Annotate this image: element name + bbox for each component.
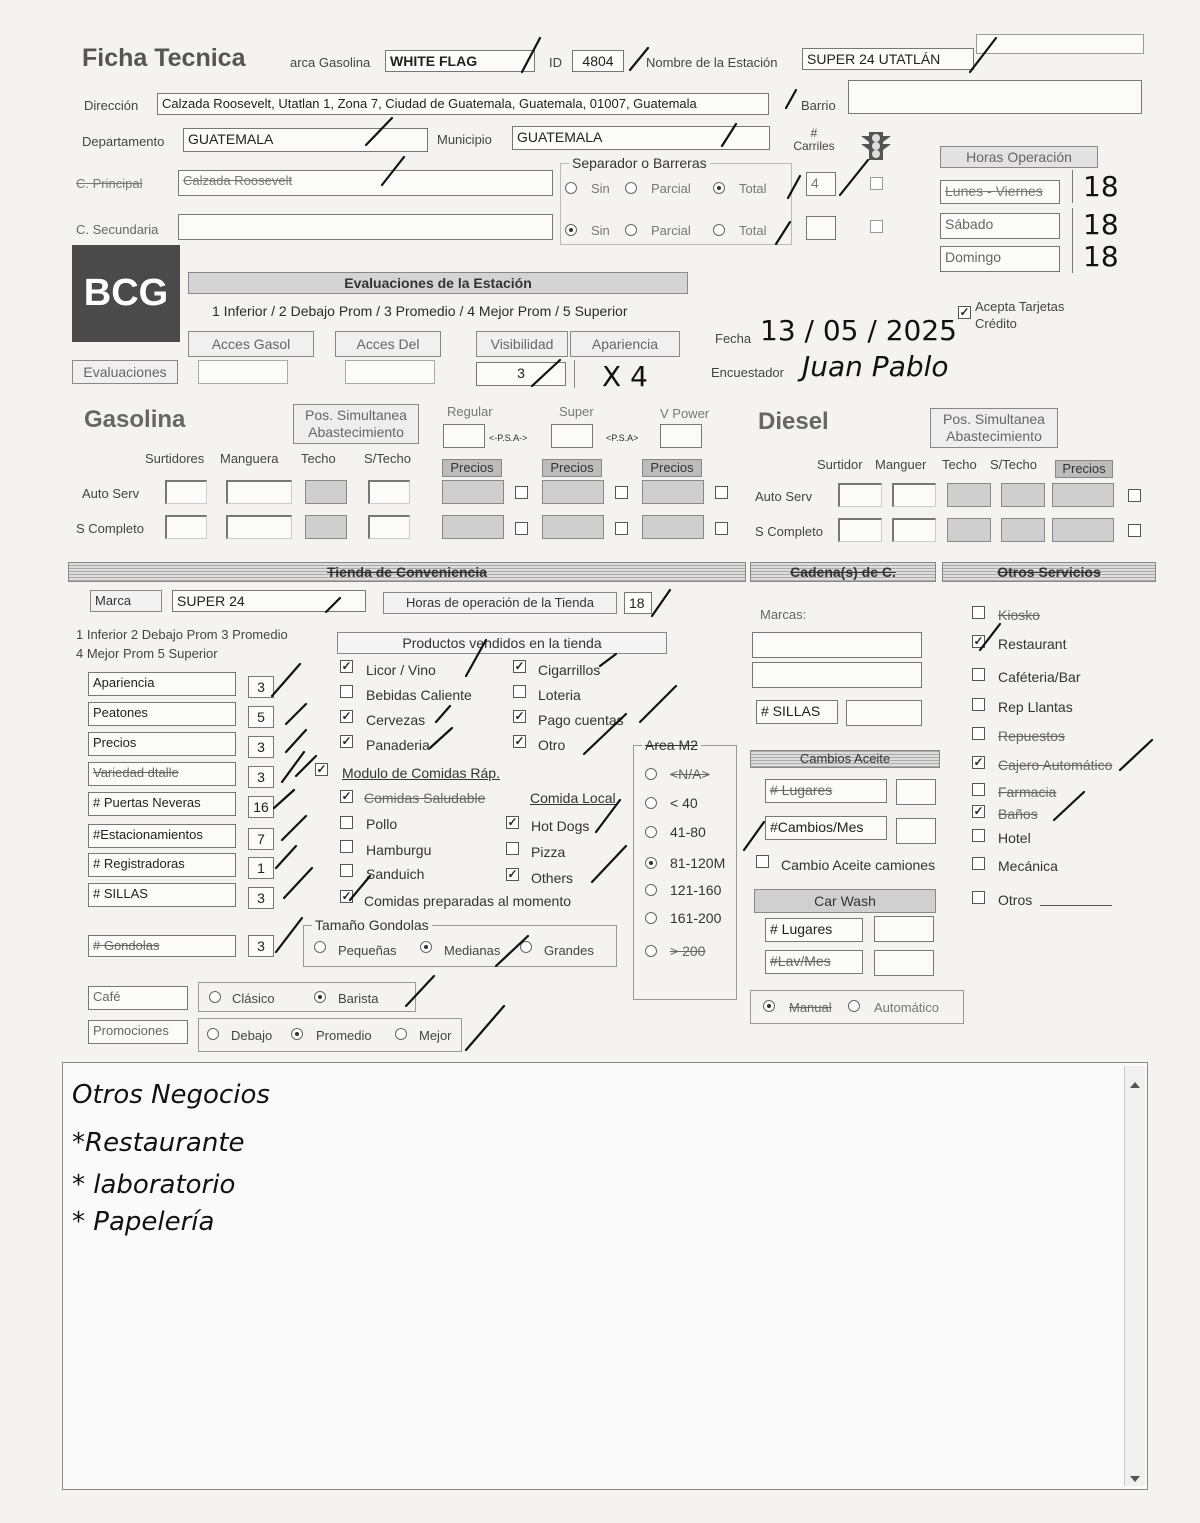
direccion-label: Dirección	[84, 98, 139, 113]
id-label: ID	[549, 55, 562, 70]
servicio-checkbox[interactable]: ✓	[973, 634, 984, 648]
promociones-label: Promociones	[88, 1020, 188, 1044]
tamano-group: Tamaño Gondolas	[303, 925, 617, 967]
sabado-label: Sábado	[940, 213, 1060, 239]
secundaria-parcial-label: Parcial	[651, 223, 691, 238]
tick-gondolas	[276, 918, 302, 952]
diesel-auto-serv-label: Auto Serv	[755, 489, 813, 504]
acepta-tarjetas-checkbox[interactable]: ✓	[959, 305, 970, 319]
horas-title: Horas Operación	[940, 146, 1098, 168]
producto-label: Panaderia	[366, 737, 430, 753]
principal-parcial-label: Parcial	[651, 181, 691, 196]
tick-peatones	[286, 704, 306, 724]
tick-medianas	[496, 936, 528, 966]
precios-super-header: Precios	[542, 459, 602, 477]
tick-banos	[1054, 792, 1084, 820]
rating-value[interactable]: 5	[248, 706, 274, 728]
grandes-label: Grandes	[544, 943, 594, 958]
visibilidad-field[interactable]: 3	[476, 362, 566, 386]
col-techo: Techo	[301, 451, 336, 466]
id-field[interactable]: 4804	[572, 50, 624, 72]
lunes-hours-value[interactable]: 18	[1072, 170, 1119, 203]
area-label: < 40	[670, 795, 698, 811]
manual-label: Manual	[789, 1000, 832, 1015]
barrio-label: Barrio	[801, 98, 836, 113]
hot-dogs-label: Hot Dogs	[531, 818, 590, 834]
producto-label: Bebidas Caliente	[366, 687, 472, 703]
servicio-label: Caféteria/Bar	[998, 669, 1081, 685]
tick-cigarrillos	[600, 654, 616, 666]
tick-visibilidad	[532, 360, 560, 386]
servicio-label: Baños	[998, 806, 1038, 822]
promedio-label: Promedio	[316, 1028, 372, 1043]
servicio-label: Repuestos	[998, 728, 1065, 744]
acces-gasol-header: Acces Gasol	[188, 331, 314, 357]
area-label: 41-80	[670, 824, 706, 840]
psa-arrow-1: <-P.S.A->	[489, 433, 528, 443]
diesel-precios-header: Precios	[1055, 460, 1113, 478]
rating-value[interactable]: 3	[248, 887, 274, 909]
nombre-label: Nombre de la Estación	[646, 55, 778, 70]
tick-otro	[584, 714, 626, 754]
tick-restaurant	[980, 624, 1000, 650]
tick-productos	[466, 640, 486, 676]
rating-label: Apariencia	[88, 672, 236, 696]
tienda-marca-label: Marca	[90, 590, 162, 612]
carriles-label: # Carriles	[793, 126, 835, 153]
rating-value[interactable]: 7	[248, 828, 274, 850]
producto-checkbox[interactable]: ✓	[341, 709, 352, 723]
debajo-label: Debajo	[231, 1028, 273, 1043]
acces-del-header: Acces Del	[335, 331, 441, 357]
tick-promociones	[466, 1006, 504, 1050]
evaluaciones-title: Evaluaciones de la Estación	[188, 272, 688, 294]
barista-label: Barista	[338, 991, 379, 1006]
servicio-label: Kiosko	[998, 607, 1041, 623]
rating-value[interactable]: 3	[248, 736, 274, 758]
tick-puertas	[274, 790, 294, 808]
bcg-logo: BCG	[72, 245, 180, 342]
producto-checkbox[interactable]: ✓	[341, 659, 352, 673]
regular-label: Regular	[447, 404, 493, 419]
tick-panaderia	[430, 728, 452, 748]
separador-group: Separador o Barreras	[560, 163, 792, 245]
producto-checkbox[interactable]: ✓	[341, 734, 352, 748]
tick-separador-2	[776, 222, 790, 244]
gasolina-auto-serv-label: Auto Serv	[82, 486, 140, 501]
tick-barista	[406, 976, 434, 1006]
rating-label: #Estacionamientos	[88, 824, 236, 848]
rating-value[interactable]: 1	[248, 857, 274, 879]
tick-apariencia	[272, 664, 300, 696]
diesel-col-techo: Techo	[942, 457, 977, 472]
visibilidad-header: Visibilidad	[476, 331, 568, 357]
rating-value[interactable]: 3	[248, 766, 274, 788]
tienda-marca-field[interactable]: SUPER 24	[172, 590, 366, 612]
diesel-s-completo-label: S Completo	[755, 524, 823, 539]
note-line[interactable]: Otros Negocios	[72, 1080, 270, 1110]
gondolas-value[interactable]: 3	[248, 935, 274, 957]
evaluaciones-scale: 1 Inferior / 2 Debajo Prom / 3 Promedio / 4 Mejor Prom / 5 Superior	[212, 303, 628, 319]
tienda-title: Tienda de Conveniencia	[68, 562, 746, 582]
tick-sillas	[284, 868, 312, 898]
area-group: Area M2	[633, 745, 737, 1000]
page-title: Ficha Tecnica	[82, 44, 246, 72]
tick-pago	[640, 686, 676, 722]
secundaria-sin-label: Sin	[591, 223, 610, 238]
tienda-scale-2: 4 Mejor Prom 5 Superior	[76, 646, 218, 661]
tick-cervezas	[436, 706, 450, 722]
gasolina-s-completo-label: S Completo	[76, 521, 144, 536]
nombre-field[interactable]: SUPER 24 UTATLÁN	[802, 48, 974, 70]
area-label: 161-200	[670, 910, 722, 926]
cambios-aceite-title: Cambios Aceite	[750, 750, 940, 768]
servicio-label: Rep Llantas	[998, 699, 1073, 715]
productos-title: Productos vendidos en la tienda	[337, 632, 667, 654]
camiones-label: Cambio Aceite camiones	[781, 857, 936, 873]
others-checkbox[interactable]: ✓	[507, 867, 518, 881]
servicio-label: Cajero Automático	[998, 757, 1113, 773]
producto-label: Pago cuentas	[538, 712, 624, 728]
carriles-principal-field[interactable]: 4	[806, 172, 836, 196]
fecha-label: Fecha	[715, 331, 752, 346]
rating-label: Peatones	[88, 702, 236, 726]
producto-label: Cigarrillos	[538, 662, 601, 678]
comidas-saludable-checkbox[interactable]: ✓	[341, 789, 352, 803]
principal-sin-label: Sin	[591, 181, 610, 196]
diesel-col-stecho: S/Techo	[990, 457, 1037, 472]
apariencia-header: Apariencia	[570, 331, 680, 357]
col-surtidores: Surtidores	[145, 451, 205, 466]
pequenas-label: Pequeñas	[338, 943, 397, 958]
tienda-horas-label: Horas de operación de la Tienda	[383, 592, 617, 614]
comidas-prep-label: Comidas preparadas al momento	[364, 893, 571, 909]
rating-label: # Registradoras	[88, 853, 236, 877]
tick-tienda-horas	[652, 590, 670, 616]
c-principal-field[interactable]: Calzada Roosevelt	[178, 170, 553, 196]
producto-checkbox[interactable]: ✓	[514, 709, 525, 723]
sanduich-label: Sanduich	[366, 866, 425, 882]
mejor-label: Mejor	[419, 1028, 452, 1043]
car-wash-lugares-label: # Lugares	[765, 918, 863, 942]
diesel-col-manguer: Manguer	[875, 457, 927, 472]
producto-checkbox[interactable]: ✓	[514, 659, 525, 673]
cambios-mes-label: #Cambios/Mes	[765, 816, 887, 840]
acepta-tarjetas-label: Acepta Tarjetas Crédito	[975, 299, 1065, 331]
encuestador-label: Encuestador	[711, 365, 784, 380]
marcas-label: Marcas:	[760, 607, 807, 622]
tick-estac	[282, 816, 306, 840]
clasico-label: Clásico	[232, 991, 275, 1006]
vpower-label: V Power	[660, 406, 710, 421]
others-label: Others	[531, 870, 574, 886]
modulo-label: Modulo de Comidas Ráp.	[342, 765, 500, 781]
note-line[interactable]: * Papelería	[72, 1207, 215, 1237]
car-wash-lav-label: #Lav/Mes	[765, 950, 863, 974]
area-label: 121-160	[670, 882, 722, 898]
servicio-checkbox[interactable]: ✓	[973, 755, 984, 769]
apariencia-field[interactable]: X 4	[574, 360, 675, 388]
rating-label: # Puertas Neveras	[88, 792, 236, 816]
comidas-prep-checkbox[interactable]: ✓	[341, 889, 352, 903]
servicio-checkbox[interactable]: ✓	[973, 804, 984, 818]
tick-comida-local	[596, 800, 620, 832]
c-secundaria-label: C. Secundaria	[76, 222, 159, 237]
pollo-label: Pollo	[366, 816, 398, 832]
comidas-saludable-label: Comidas Saludable	[364, 790, 486, 806]
otros-servicios-title: Otros Servicios	[942, 562, 1156, 582]
servicio-label: Farmacia	[998, 784, 1057, 800]
hamburgu-label: Hamburgu	[366, 842, 432, 858]
cadena-sillas-label: # SILLAS	[756, 700, 838, 724]
producto-label: Loteria	[538, 687, 581, 703]
tick-precios	[286, 730, 306, 752]
lunes-label: Lunes - Viernes	[940, 180, 1060, 204]
municipio-field[interactable]: GUATEMALA	[512, 126, 770, 150]
servicio-label: Mecánica	[998, 858, 1058, 874]
tick-variedad	[282, 752, 304, 782]
area-label: > 200	[670, 943, 706, 959]
tick-others	[592, 846, 626, 882]
producto-label: Licor / Vino	[366, 662, 436, 678]
tick-marca	[522, 38, 540, 72]
direccion-field[interactable]: Calzada Roosevelt, Utatlan 1, Zona 7, Ciudad de Guatemala, Guatemala, 01007, Guatemala	[157, 93, 769, 115]
tick-departamento	[366, 118, 392, 145]
tienda-horas-field[interactable]: 18	[624, 592, 652, 614]
diesel-title: Diesel	[758, 408, 829, 435]
tick-municipio	[722, 124, 736, 146]
gondolas-label: # Gondolas	[88, 935, 236, 957]
rating-label: # SILLAS	[88, 883, 236, 907]
tick-separador-1	[788, 176, 800, 198]
tick-id	[630, 48, 648, 70]
diesel-col-surtidor: Surtidor	[817, 457, 863, 472]
servicio-label: Hotel	[998, 830, 1031, 846]
encuestador-value[interactable]: Juan Pablo	[802, 350, 949, 383]
col-manguera: Manguera	[220, 451, 279, 466]
pizza-label: Pizza	[531, 844, 566, 860]
tienda-scale-1: 1 Inferior 2 Debajo Prom 3 Promedio	[76, 627, 288, 642]
tick-area	[744, 822, 764, 850]
comida-local-label: Comida Local	[530, 790, 616, 806]
domingo-hours-value[interactable]: 18	[1072, 240, 1119, 273]
rating-label: Variedad dtalle	[88, 762, 236, 786]
psa-arrow-2: <P.S.A>	[606, 433, 639, 443]
rating-label: Precios	[88, 732, 236, 756]
departamento-label: Departamento	[82, 134, 165, 149]
area-label: <N/A>	[670, 766, 710, 782]
area-label: 81-120M	[670, 855, 726, 871]
tick-nombre	[970, 38, 996, 72]
departamento-field[interactable]: GUATEMALA	[183, 128, 428, 152]
tick-comidas-prep	[350, 876, 370, 900]
modulo-checkbox[interactable]: ✓	[316, 762, 327, 776]
c-principal-label: C. Principal	[76, 176, 143, 191]
note-line[interactable]: * laboratorio	[72, 1170, 236, 1200]
tick-tienda-marca	[326, 598, 340, 612]
super-label: Super	[559, 404, 594, 419]
col-stecho: S/Techo	[364, 451, 411, 466]
fecha-value[interactable]: 13 / 05 / 2025	[760, 314, 957, 347]
secundaria-total-label: Total	[739, 223, 767, 238]
sabado-hours-value[interactable]: 18	[1072, 208, 1119, 241]
medianas-label: Medianas	[444, 943, 501, 958]
producto-checkbox[interactable]: ✓	[514, 734, 525, 748]
evaluaciones-row-label: Evaluaciones	[72, 360, 178, 384]
precios-regular-header: Precios	[442, 459, 502, 477]
aceite-lugares-label: # Lugares	[765, 779, 887, 803]
tick-carriles	[840, 160, 868, 195]
tick-direccion	[786, 90, 796, 108]
car-wash-title: Car Wash	[754, 889, 936, 913]
hot-dogs-checkbox[interactable]: ✓	[507, 815, 518, 829]
municipio-label: Municipio	[437, 132, 492, 147]
producto-label: Otro	[538, 737, 566, 753]
automatico-label: Automático	[874, 1000, 940, 1015]
tick-principal	[382, 157, 404, 185]
producto-label: Cervezas	[366, 712, 426, 728]
rating-value[interactable]: 3	[248, 676, 274, 698]
precios-vpower-header: Precios	[642, 459, 702, 477]
cafe-label: Café	[88, 986, 188, 1010]
marca-field[interactable]: WHITE FLAG	[385, 50, 535, 72]
tick-registradoras	[276, 846, 296, 868]
note-line[interactable]: *Restaurante	[72, 1128, 245, 1158]
servicio-label: Otros	[998, 892, 1033, 908]
servicio-label: Restaurant	[998, 636, 1067, 652]
marca-label: arca Gasolina	[290, 55, 371, 70]
domingo-label: Domingo	[940, 246, 1060, 272]
principal-total-label: Total	[739, 181, 767, 196]
rating-value[interactable]: 16	[248, 796, 274, 818]
diesel-pos-sim: Pos. Simultanea Abastecimiento	[930, 408, 1058, 448]
tick-cajero	[1120, 740, 1152, 770]
gasolina-pos-sim: Pos. Simultanea Abastecimiento	[293, 404, 419, 444]
gasolina-title: Gasolina	[84, 406, 186, 433]
cadena-title: Cadena(s) de C.	[750, 562, 936, 582]
